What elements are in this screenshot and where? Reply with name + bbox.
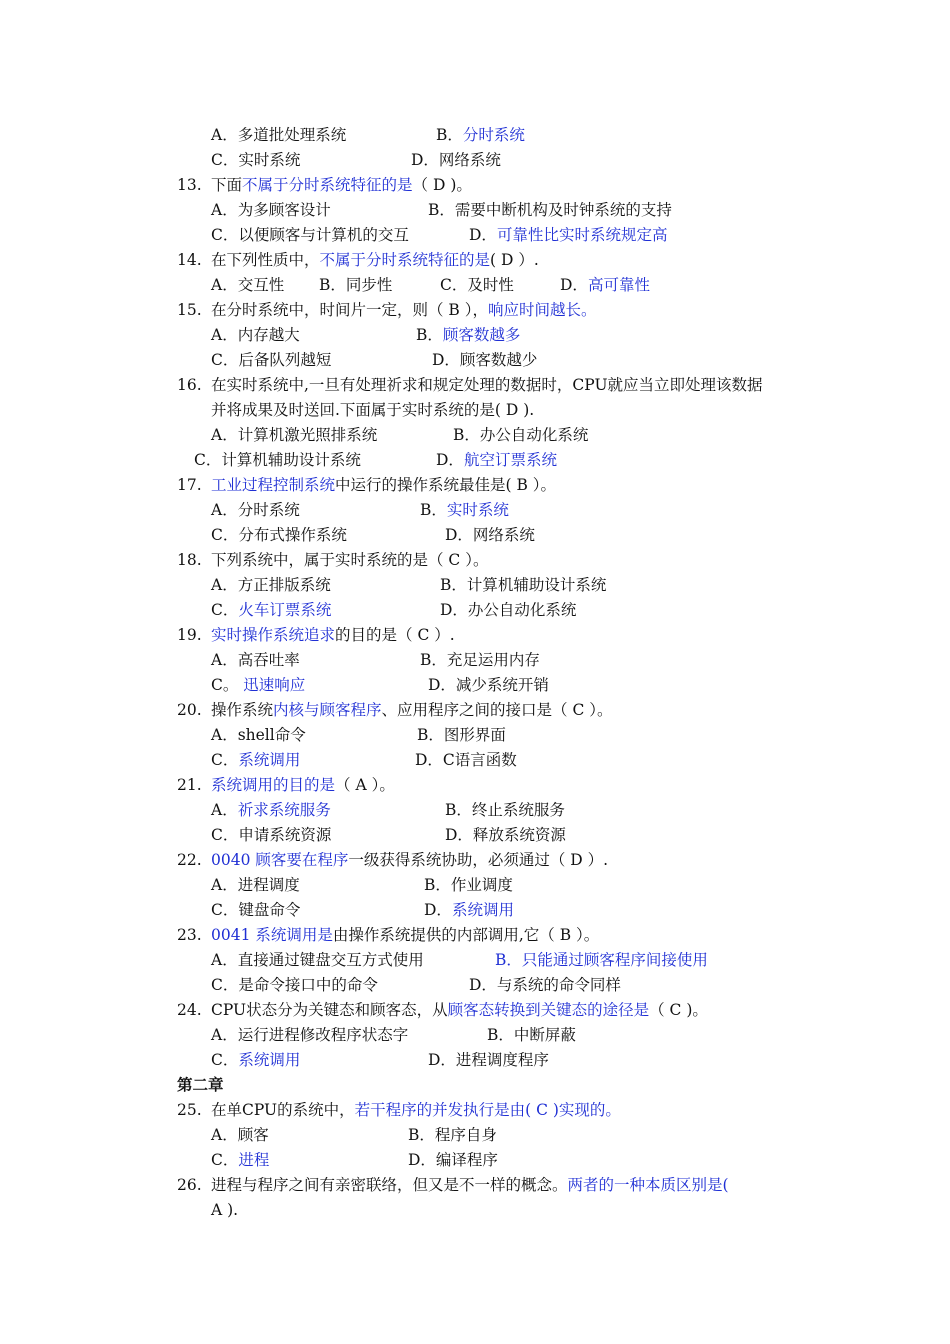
highlighted-text: 高可靠性: [587, 276, 650, 294]
text-segment: A．方正排版系统: [211, 576, 331, 594]
answer-option: [211, 750, 300, 770]
option-line: [0, 950, 950, 970]
question-text: [211, 1000, 708, 1020]
text-segment: C．实时系统: [211, 151, 301, 169]
text-segment: 一级获得系统协助，必须通过（ D ）.: [348, 851, 609, 869]
text-segment: D．C语言函数: [415, 751, 517, 769]
answer-option: [420, 650, 540, 670]
text-segment: A．为多顾客设计: [211, 201, 331, 219]
question-number: 20.: [177, 701, 202, 719]
option-line: [0, 825, 950, 845]
text-segment: （ A ）。: [335, 776, 395, 794]
answer-option: [211, 425, 377, 445]
question-number: 26.: [177, 1176, 202, 1194]
text-segment: C．以便顾客与计算机的交互: [211, 226, 409, 244]
option-line: [0, 650, 950, 670]
question-text: [211, 475, 556, 495]
text-segment: C．申请系统资源: [211, 826, 332, 844]
question-text: [211, 700, 613, 720]
text-segment: A．交互性: [211, 276, 285, 294]
option-line: [0, 800, 950, 820]
text-segment: C．: [211, 751, 239, 769]
question-line: [0, 700, 950, 720]
question-line: [0, 625, 950, 645]
text-segment: B．充足运用内存: [420, 651, 540, 669]
answer-option: [469, 225, 667, 245]
option-line: [0, 575, 950, 595]
answer-option: [211, 975, 378, 995]
text-segment: 第二章: [177, 1075, 224, 1094]
text-segment: 下面: [211, 176, 243, 194]
answer-option: [211, 650, 300, 670]
question-text: [211, 850, 608, 870]
answer-option: [211, 125, 346, 145]
option-line: [0, 900, 950, 920]
question-number: 24.: [177, 1001, 202, 1019]
highlighted-text: 内核与顾客程序: [273, 701, 382, 719]
answer-option: [420, 500, 509, 520]
answer-option: [211, 1200, 238, 1220]
text-segment: B．图形界面: [417, 726, 506, 744]
question-line: [0, 1100, 950, 1120]
answer-option: [211, 1125, 269, 1145]
text-segment: 中运行的操作系统最佳是( B ）。: [335, 476, 557, 494]
question-text: [211, 775, 395, 795]
highlighted-text: 可靠性比实时系统规定高: [496, 226, 668, 244]
text-segment: 在下列性质中，: [211, 251, 320, 269]
question-number: 17.: [177, 476, 202, 494]
answer-option: [560, 275, 650, 295]
answer-option: [469, 975, 621, 995]
highlighted-text: 实时系统: [446, 501, 509, 519]
option-line: [0, 150, 950, 170]
highlighted-text: 火车订票系统: [238, 601, 332, 619]
question-number: 21.: [177, 776, 202, 794]
answer-option: [211, 150, 300, 170]
option-line: [0, 675, 950, 695]
text-segment: B．: [420, 501, 447, 519]
text-segment: D．: [436, 451, 464, 469]
text-segment: 由操作系统提供的内部调用,它（ B ）。: [332, 926, 600, 944]
answer-option: [424, 900, 514, 920]
text-segment: A ).: [211, 1201, 239, 1219]
question-text: [211, 925, 599, 945]
option-line: [0, 500, 950, 520]
answer-option: [453, 425, 588, 445]
text-segment: C。: [211, 676, 244, 694]
option-line: [0, 125, 950, 145]
text-segment: B．: [436, 126, 463, 144]
text-segment: A．顾客: [211, 1126, 269, 1144]
answer-option: [440, 600, 576, 620]
answer-option: [445, 825, 566, 845]
question-line: [0, 475, 950, 495]
text-segment: （ D )。: [412, 176, 472, 194]
option-line: [0, 275, 950, 295]
question-line: [0, 925, 950, 945]
option-line: [0, 1050, 950, 1070]
text-segment: B．办公自动化系统: [453, 426, 589, 444]
question-line: [0, 300, 950, 320]
question-text: [211, 1100, 621, 1120]
text-segment: B．同步性: [319, 276, 393, 294]
text-segment: ( D ）.: [490, 251, 539, 269]
text-segment: D．网络系统: [445, 526, 535, 544]
answer-option: [211, 200, 331, 220]
text-segment: A．进程调度: [211, 876, 300, 894]
option-line: [0, 525, 950, 545]
text-segment: B．中断屏蔽: [487, 1026, 576, 1044]
answer-option: [445, 800, 565, 820]
question-text: [211, 250, 539, 270]
text-segment: 的目的是（ C ）.: [335, 626, 455, 644]
answer-option: [211, 725, 306, 745]
answer-option: [211, 575, 331, 595]
text-segment: C．后备队列越短: [211, 351, 332, 369]
text-segment: D．: [560, 276, 588, 294]
text-segment: C．: [211, 1051, 239, 1069]
text-segment: 、应用程序之间的接口是（ C ）。: [381, 701, 613, 719]
text-segment: 下列系统中，属于实时系统的是（ C ）。: [211, 551, 489, 569]
answer-option: [495, 950, 708, 970]
highlighted-text: 0041 系统调用是: [211, 926, 333, 944]
question-number: 23.: [177, 926, 202, 944]
text-segment: C．分布式操作系统: [211, 526, 347, 544]
text-segment: C．是命令接口中的命令: [211, 976, 378, 994]
answer-option: [211, 875, 300, 895]
answer-option: [211, 1050, 300, 1070]
question-number: 15.: [177, 301, 202, 319]
highlighted-text: 两者的一种本质区别是(: [567, 1176, 729, 1194]
text-segment: （ C )。: [649, 1001, 708, 1019]
text-segment: D．: [469, 226, 497, 244]
text-segment: B．计算机辅助设计系统: [440, 576, 607, 594]
answer-option: [211, 1025, 408, 1045]
highlighted-text: 顾客数越多: [442, 326, 521, 344]
text-segment: D．进程调度程序: [428, 1051, 549, 1069]
highlighted-text: 实时操作系统追求: [211, 626, 336, 644]
answer-option: [432, 350, 537, 370]
answer-option: [436, 125, 525, 145]
answer-option: [417, 725, 506, 745]
answer-option: [211, 800, 331, 820]
question-line: [0, 775, 950, 795]
text-segment: A．运行进程修改程序状态字: [211, 1026, 409, 1044]
text-segment: 在实时系统中,一旦有处理祈求和规定处理的数据时，CPU就应当立即处理该数据: [211, 376, 763, 394]
question-text: [211, 1175, 729, 1195]
text-segment: B．需要中断机构及时钟系统的支持: [428, 201, 672, 219]
answer-option: [211, 500, 300, 520]
answer-option: [211, 900, 300, 920]
text-segment: D．: [424, 901, 452, 919]
answer-option: [411, 150, 501, 170]
chapter-heading-line: [0, 1075, 950, 1095]
text-segment: D．减少系统开销: [428, 676, 549, 694]
text-segment: D．顾客数越少: [432, 351, 538, 369]
question-number: 16.: [177, 376, 202, 394]
option-line: [0, 750, 950, 770]
highlighted-text: 0040 顾客要在程序: [211, 851, 349, 869]
highlighted-text: 迅速响应: [243, 676, 306, 694]
question-text: [211, 550, 488, 570]
option-line: [0, 600, 950, 620]
answer-option: [211, 350, 331, 370]
text-segment: C．计算机辅助设计系统: [194, 451, 361, 469]
answer-option: [211, 525, 347, 545]
text-segment: A．计算机激光照排系统: [211, 426, 378, 444]
answer-option: [211, 950, 424, 970]
option-line: [0, 325, 950, 345]
answer-option: [211, 600, 331, 620]
option-line: [0, 225, 950, 245]
question-line: [0, 1175, 950, 1195]
answer-option: [408, 1150, 498, 1170]
text-segment: CPU状态分为关键态和顾客态，从: [211, 1001, 448, 1019]
option-line: [0, 425, 950, 445]
answer-option: [487, 1025, 576, 1045]
text-segment: A．高吞吐率: [211, 651, 300, 669]
question-line: [0, 375, 950, 395]
answer-option: [445, 525, 535, 545]
question-number: 18.: [177, 551, 202, 569]
option-line: [0, 400, 950, 420]
option-line: [0, 350, 950, 370]
answer-option: [436, 450, 557, 470]
highlighted-text: 航空订票系统: [463, 451, 557, 469]
highlighted-text: B．只能通过顾客程序间接使用: [495, 951, 708, 969]
answer-option: [211, 825, 331, 845]
question-text: [211, 175, 472, 195]
text-segment: 在单CPU的系统中，: [211, 1101, 355, 1119]
question-number: 13.: [177, 176, 202, 194]
text-segment: D．释放系统资源: [445, 826, 566, 844]
answer-option: [415, 750, 517, 770]
answer-option: [211, 400, 534, 420]
highlighted-text: 分时系统: [462, 126, 525, 144]
text-segment: D．办公自动化系统: [440, 601, 577, 619]
text-segment: A．shell命令: [211, 726, 306, 744]
highlighted-text: 系统调用: [238, 1051, 301, 1069]
option-line: [0, 975, 950, 995]
question-text: [211, 625, 455, 645]
answer-option: [440, 275, 514, 295]
option-line: [0, 1200, 950, 1220]
highlighted-text: 若干程序的并发执行是由( C )实现的。: [354, 1101, 621, 1119]
highlighted-text: 进程: [238, 1151, 270, 1169]
answer-option: [194, 450, 361, 470]
highlighted-text: 工业过程控制系统: [211, 476, 336, 494]
question-number: 25.: [177, 1101, 202, 1119]
option-line: [0, 1125, 950, 1145]
text-segment: D．编译程序: [408, 1151, 498, 1169]
text-segment: C．: [211, 601, 239, 619]
answer-option: [211, 675, 305, 695]
answer-option: [211, 325, 300, 345]
option-line: [0, 875, 950, 895]
question-line: [0, 550, 950, 570]
question-line: [0, 175, 950, 195]
highlighted-text: 响应时间越长。: [488, 301, 597, 319]
text-segment: B．: [416, 326, 443, 344]
question-number: 19.: [177, 626, 202, 644]
question-line: [0, 1000, 950, 1020]
answer-option: [424, 875, 513, 895]
answer-option: [440, 575, 606, 595]
answer-option: [428, 1050, 549, 1070]
option-line: [0, 1025, 950, 1045]
text-segment: 操作系统: [211, 701, 274, 719]
text-segment: 进程与程序之间有亲密联络，但又是不一样的概念。: [211, 1176, 568, 1194]
text-segment: A．直接通过键盘交互方式使用: [211, 951, 424, 969]
text-segment: A．内存越大: [211, 326, 300, 344]
text-segment: D．与系统的命令同样: [469, 976, 621, 994]
text-segment: B．终止系统服务: [445, 801, 565, 819]
text-segment: B．作业调度: [424, 876, 513, 894]
highlighted-text: 顾客态转换到关键态的途径是: [447, 1001, 650, 1019]
answer-option: [408, 1125, 497, 1145]
highlighted-text: 不属于分时系统特征的是: [242, 176, 413, 194]
answer-option: [211, 275, 284, 295]
text-segment: C．: [211, 1151, 239, 1169]
text-segment: 在分时系统中，时间片一定，则（ B ），: [211, 301, 488, 319]
highlighted-text: 不属于分时系统特征的是: [319, 251, 491, 269]
answer-option: [211, 1150, 269, 1170]
text-segment: C．键盘命令: [211, 901, 301, 919]
chapter-heading: [177, 1075, 224, 1095]
text-segment: 并将成果及时送回.下面属于实时系统的是( D ).: [211, 401, 535, 419]
option-line: [0, 450, 950, 470]
text-segment: A．: [211, 801, 238, 819]
text-segment: B．程序自身: [408, 1126, 497, 1144]
answer-option: [319, 275, 392, 295]
question-line: [0, 850, 950, 870]
answer-option: [416, 325, 520, 345]
question-number: 14.: [177, 251, 202, 269]
option-line: [0, 200, 950, 220]
text-segment: C．及时性: [440, 276, 514, 294]
question-text: [211, 375, 763, 395]
answer-option: [428, 200, 672, 220]
answer-option: [211, 225, 409, 245]
question-line: [0, 250, 950, 270]
question-text: [211, 300, 597, 320]
highlighted-text: 系统调用的目的是: [211, 776, 336, 794]
question-number: 22.: [177, 851, 202, 869]
text-segment: A．多道批处理系统: [211, 126, 347, 144]
option-line: [0, 725, 950, 745]
highlighted-text: 系统调用: [451, 901, 514, 919]
highlighted-text: 祈求系统服务: [237, 801, 331, 819]
option-line: [0, 1150, 950, 1170]
answer-option: [428, 675, 549, 695]
highlighted-text: 系统调用: [238, 751, 301, 769]
text-segment: A．分时系统: [211, 501, 300, 519]
text-segment: D．网络系统: [411, 151, 501, 169]
